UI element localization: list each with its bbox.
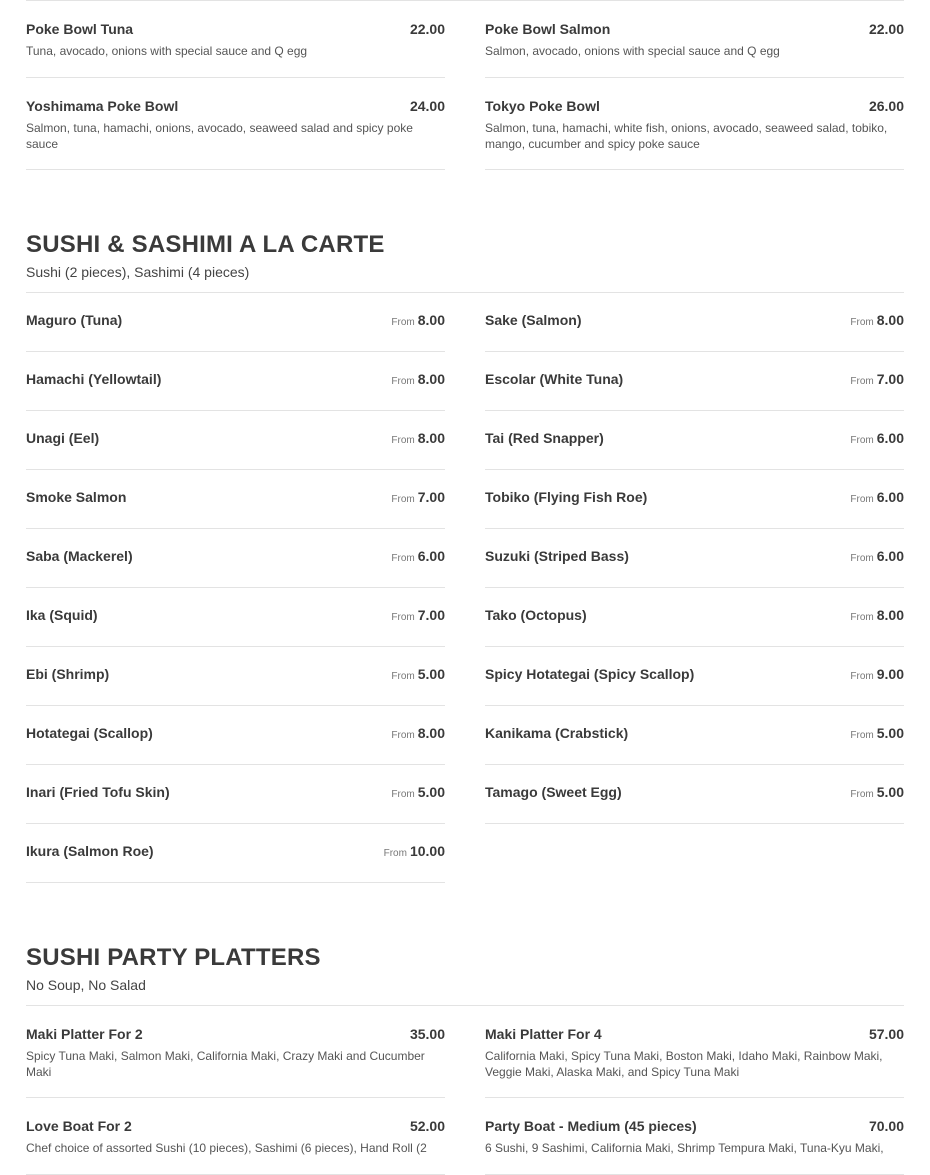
from-label: From bbox=[383, 848, 407, 859]
menu-item[interactable] bbox=[26, 352, 445, 411]
menu-item[interactable] bbox=[26, 647, 445, 706]
menu-item[interactable] bbox=[26, 588, 445, 647]
item-price-group bbox=[850, 725, 904, 741]
item-name: Poke Bowl Salmon bbox=[485, 21, 611, 37]
item-name: Suzuki (Striped Bass) bbox=[485, 548, 629, 564]
menu-item[interactable] bbox=[26, 706, 445, 765]
menu-item[interactable] bbox=[485, 411, 904, 470]
item-price-group bbox=[384, 843, 445, 859]
item-price-group bbox=[391, 548, 445, 564]
section-subtitle: No Soup, No Salad bbox=[26, 977, 146, 993]
item-description: Salmon, avocado, onions with special sauce and Q egg bbox=[485, 44, 780, 58]
item-price-group bbox=[391, 430, 445, 446]
item-name: Poke Bowl Tuna bbox=[26, 21, 134, 37]
item-name: Kanikama (Crabstick) bbox=[485, 725, 629, 741]
item-name: Maguro (Tuna) bbox=[26, 312, 123, 328]
item-name: Hamachi (Yellowtail) bbox=[26, 371, 162, 387]
menu-item[interactable] bbox=[485, 1, 904, 78]
item-price: 6.00 bbox=[417, 548, 445, 564]
from-label: From bbox=[850, 376, 874, 387]
menu-item[interactable] bbox=[485, 706, 904, 765]
item-name: Saba (Mackerel) bbox=[26, 548, 133, 564]
item-price: 5.00 bbox=[876, 784, 904, 800]
item-price-group bbox=[850, 666, 904, 682]
item-price-group bbox=[391, 784, 445, 800]
from-label: From bbox=[391, 376, 415, 387]
sushi-grid bbox=[26, 293, 904, 883]
from-label: From bbox=[391, 435, 415, 446]
item-price-group bbox=[850, 489, 904, 505]
item-name: Maki Platter For 2 bbox=[26, 1026, 143, 1042]
from-label: From bbox=[850, 789, 874, 800]
item-description: Spicy Tuna Maki, Salmon Maki, California Maki, Crazy Maki and Cucumber Maki bbox=[26, 1049, 425, 1079]
item-price-group bbox=[391, 607, 445, 623]
item-name: Yoshimama Poke Bowl bbox=[26, 98, 179, 114]
menu-item[interactable] bbox=[26, 1006, 445, 1098]
from-label: From bbox=[850, 494, 874, 505]
from-label: From bbox=[391, 730, 415, 741]
from-label: From bbox=[391, 553, 415, 564]
item-name: Inari (Fried Tofu Skin) bbox=[26, 784, 170, 800]
item-price-group bbox=[850, 548, 904, 564]
menu-item[interactable] bbox=[26, 824, 445, 883]
item-name: Love Boat For 2 bbox=[26, 1118, 132, 1134]
item-description: California Maki, Spicy Tuna Maki, Boston Maki, Idaho Maki, Rainbow Maki, Veggie Maki, Alaska Maki, and Spicy Tuna Maki bbox=[485, 1049, 883, 1079]
item-price-group bbox=[391, 666, 445, 682]
item-description: Salmon, tuna, hamachi, white fish, onions, avocado, seaweed salad, tobiko, mango, cucumber and spicy poke sauce bbox=[485, 121, 888, 151]
item-price: 7.00 bbox=[876, 371, 904, 387]
menu-item[interactable] bbox=[485, 529, 904, 588]
item-description: Tuna, avocado, onions with special sauce and Q egg bbox=[26, 44, 308, 58]
menu-item[interactable] bbox=[26, 293, 445, 352]
item-name: Sake (Salmon) bbox=[485, 312, 582, 328]
item-name: Spicy Hotategai (Spicy Scallop) bbox=[485, 666, 695, 682]
item-price: 8.00 bbox=[417, 371, 445, 387]
item-price: 8.00 bbox=[417, 725, 445, 741]
from-label: From bbox=[850, 317, 874, 328]
sushi-column-left bbox=[26, 293, 445, 883]
item-description: 6 Sushi, 9 Sashimi, California Maki, Shrimp Tempura Maki, Tuna-Kyu Maki, bbox=[485, 1141, 884, 1155]
item-name: Ebi (Shrimp) bbox=[26, 666, 110, 682]
menu-item[interactable] bbox=[26, 1098, 445, 1175]
item-name: Escolar (White Tuna) bbox=[485, 371, 624, 387]
item-description: Chef choice of assorted Sushi (10 pieces), Sashimi (6 pieces), Hand Roll (2 bbox=[26, 1141, 427, 1155]
item-price-group bbox=[850, 371, 904, 387]
item-price-group bbox=[850, 607, 904, 623]
item-price-group bbox=[850, 312, 904, 328]
item-price-group bbox=[391, 312, 445, 328]
item-price: 6.00 bbox=[876, 430, 904, 446]
from-label: From bbox=[850, 435, 874, 446]
item-price: 35.00 bbox=[409, 1026, 445, 1042]
item-price-group bbox=[391, 371, 445, 387]
item-name: Tobiko (Flying Fish Roe) bbox=[485, 489, 648, 505]
item-name: Ikura (Salmon Roe) bbox=[26, 843, 154, 859]
item-price: 6.00 bbox=[876, 489, 904, 505]
item-name: Maki Platter For 4 bbox=[485, 1026, 602, 1042]
item-price: 6.00 bbox=[876, 548, 904, 564]
item-price: 5.00 bbox=[417, 666, 445, 682]
from-label: From bbox=[391, 317, 415, 328]
from-label: From bbox=[391, 612, 415, 623]
item-price-group bbox=[850, 430, 904, 446]
from-label: From bbox=[850, 671, 874, 682]
item-price: 8.00 bbox=[876, 312, 904, 328]
from-label: From bbox=[391, 494, 415, 505]
from-label: From bbox=[391, 671, 415, 682]
item-price: 24.00 bbox=[409, 98, 445, 114]
section-title: SUSHI & SASHIMI A LA CARTE bbox=[26, 231, 385, 258]
menu-item[interactable] bbox=[26, 529, 445, 588]
poke-column-right bbox=[485, 1, 904, 170]
menu-item[interactable] bbox=[485, 1098, 904, 1175]
from-label: From bbox=[850, 730, 874, 741]
item-name: Smoke Salmon bbox=[26, 489, 127, 505]
item-price-group bbox=[391, 489, 445, 505]
from-label: From bbox=[850, 553, 874, 564]
menu-item[interactable] bbox=[485, 352, 904, 411]
menu-item[interactable] bbox=[26, 470, 445, 529]
item-price: 7.00 bbox=[417, 489, 445, 505]
item-name: Tai (Red Snapper) bbox=[485, 430, 604, 446]
menu-item[interactable] bbox=[485, 765, 904, 824]
item-price: 70.00 bbox=[868, 1118, 904, 1134]
item-name: Tamago (Sweet Egg) bbox=[485, 784, 622, 800]
item-price: 8.00 bbox=[417, 430, 445, 446]
item-price: 57.00 bbox=[868, 1026, 904, 1042]
item-name: Party Boat - Medium (45 pieces) bbox=[485, 1118, 697, 1134]
party-grid bbox=[26, 1006, 904, 1175]
poke-column-left bbox=[26, 1, 445, 170]
item-price: 8.00 bbox=[876, 607, 904, 623]
item-price: 5.00 bbox=[876, 725, 904, 741]
item-name: Tako (Octopus) bbox=[485, 607, 587, 623]
item-price: 9.00 bbox=[876, 666, 904, 682]
menu-item[interactable] bbox=[485, 588, 904, 647]
item-price: 8.00 bbox=[417, 312, 445, 328]
party-column-left bbox=[26, 1006, 445, 1175]
section-subtitle: Sushi (2 pieces), Sashimi (4 pieces) bbox=[26, 264, 250, 280]
item-price: 22.00 bbox=[409, 21, 445, 37]
item-name: Tokyo Poke Bowl bbox=[485, 98, 600, 114]
menu-item[interactable] bbox=[26, 78, 445, 170]
item-price: 26.00 bbox=[868, 98, 904, 114]
sushi-column-right bbox=[485, 293, 904, 883]
from-label: From bbox=[850, 612, 874, 623]
section-title: SUSHI PARTY PLATTERS bbox=[26, 944, 321, 971]
from-label: From bbox=[391, 789, 415, 800]
party-column-right bbox=[485, 1006, 904, 1175]
item-name: Unagi (Eel) bbox=[26, 430, 100, 446]
item-price-group bbox=[391, 725, 445, 741]
item-price: 52.00 bbox=[409, 1118, 445, 1134]
menu-item[interactable] bbox=[26, 765, 445, 824]
item-name: Hotategai (Scallop) bbox=[26, 725, 153, 741]
menu-item[interactable] bbox=[485, 293, 904, 352]
item-price: 5.00 bbox=[417, 784, 445, 800]
item-price-group bbox=[850, 784, 904, 800]
item-price: 22.00 bbox=[868, 21, 904, 37]
menu-item[interactable] bbox=[485, 1006, 904, 1098]
menu-item[interactable] bbox=[485, 647, 904, 706]
menu-page bbox=[26, 0, 904, 1175]
menu-item[interactable] bbox=[26, 411, 445, 470]
menu-item[interactable] bbox=[485, 470, 904, 529]
item-description: Salmon, tuna, hamachi, onions, avocado, seaweed salad and spicy poke sauce bbox=[26, 121, 413, 151]
poke-grid bbox=[26, 1, 904, 170]
item-price: 10.00 bbox=[409, 843, 445, 859]
item-price: 7.00 bbox=[417, 607, 445, 623]
item-name: Ika (Squid) bbox=[26, 607, 98, 623]
menu-item[interactable] bbox=[485, 78, 904, 170]
menu-item[interactable] bbox=[26, 1, 445, 78]
